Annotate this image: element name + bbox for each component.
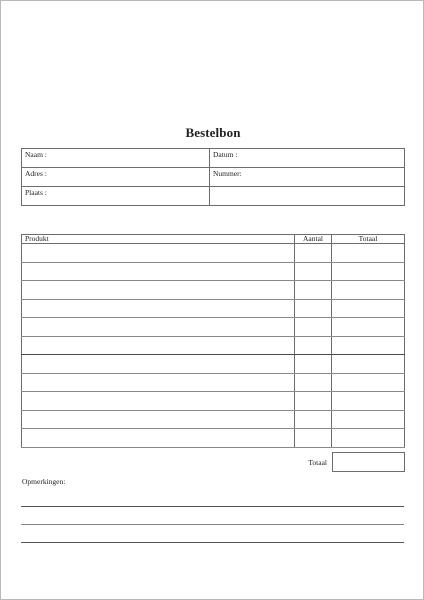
- remarks-label: Opmerkingen:: [22, 477, 66, 486]
- naam-label: Naam :: [25, 150, 47, 159]
- product-row: [22, 281, 405, 300]
- plaats-label: Plaats :: [25, 188, 47, 197]
- page-title: Bestelbon: [185, 125, 241, 140]
- product-row: [22, 336, 405, 355]
- product-cell[interactable]: [22, 318, 295, 337]
- adres-label: Adres :: [25, 169, 47, 178]
- product-row: [22, 392, 405, 411]
- product-cell[interactable]: [22, 262, 295, 281]
- product-cell[interactable]: [22, 281, 295, 300]
- product-row: [22, 299, 405, 318]
- grand-total-field[interactable]: [332, 452, 405, 472]
- quantity-cell[interactable]: [295, 244, 332, 263]
- quantity-cell[interactable]: [295, 410, 332, 429]
- column-header-product: Produkt: [22, 235, 295, 244]
- customer-info-row: [22, 168, 405, 187]
- quantity-cell[interactable]: [295, 355, 332, 374]
- product-cell[interactable]: [22, 429, 295, 448]
- quantity-cell[interactable]: [295, 373, 332, 392]
- products-body: [22, 244, 405, 448]
- product-row: [22, 262, 405, 281]
- quantity-cell[interactable]: [295, 392, 332, 411]
- remarks-line[interactable]: [21, 542, 404, 543]
- total-cell[interactable]: [332, 262, 405, 281]
- product-row: [22, 410, 405, 429]
- product-cell[interactable]: [22, 392, 295, 411]
- product-row: [22, 318, 405, 337]
- quantity-cell[interactable]: [295, 336, 332, 355]
- total-cell[interactable]: [332, 373, 405, 392]
- product-cell[interactable]: [22, 244, 295, 263]
- grand-total-label: Totaal: [308, 458, 327, 467]
- adres-field[interactable]: [22, 168, 210, 187]
- remarks-line[interactable]: [21, 524, 404, 525]
- total-cell[interactable]: [332, 244, 405, 263]
- product-cell[interactable]: [22, 373, 295, 392]
- column-header-total: Totaal: [332, 235, 405, 244]
- products-header-row: [22, 235, 405, 244]
- naam-field[interactable]: [22, 149, 210, 168]
- total-cell[interactable]: [332, 392, 405, 411]
- product-cell[interactable]: [22, 355, 295, 374]
- remarks-line[interactable]: [21, 506, 404, 507]
- empty-field: [210, 187, 405, 206]
- total-cell[interactable]: [332, 410, 405, 429]
- quantity-cell[interactable]: [295, 299, 332, 318]
- column-header-quantity: Aantal: [295, 235, 332, 244]
- quantity-cell[interactable]: [295, 281, 332, 300]
- customer-info-row: [22, 187, 405, 206]
- customer-info-table: [21, 148, 405, 206]
- total-cell[interactable]: [332, 299, 405, 318]
- total-cell[interactable]: [332, 429, 405, 448]
- nummer-field[interactable]: [210, 168, 405, 187]
- quantity-cell[interactable]: [295, 318, 332, 337]
- total-cell[interactable]: [332, 355, 405, 374]
- product-cell[interactable]: [22, 410, 295, 429]
- nummer-label: Nummer:: [213, 169, 242, 178]
- plaats-field[interactable]: [22, 187, 210, 206]
- product-row: [22, 373, 405, 392]
- product-cell[interactable]: [22, 299, 295, 318]
- datum-field[interactable]: [210, 149, 405, 168]
- total-cell[interactable]: [332, 281, 405, 300]
- customer-info-row: [22, 149, 405, 168]
- quantity-cell[interactable]: [295, 262, 332, 281]
- products-table: [21, 234, 405, 448]
- product-row: [22, 355, 405, 374]
- total-cell[interactable]: [332, 318, 405, 337]
- product-cell[interactable]: [22, 336, 295, 355]
- quantity-cell[interactable]: [295, 429, 332, 448]
- datum-label: Datum :: [213, 150, 238, 159]
- total-cell[interactable]: [332, 336, 405, 355]
- product-row: [22, 429, 405, 448]
- product-row: [22, 244, 405, 263]
